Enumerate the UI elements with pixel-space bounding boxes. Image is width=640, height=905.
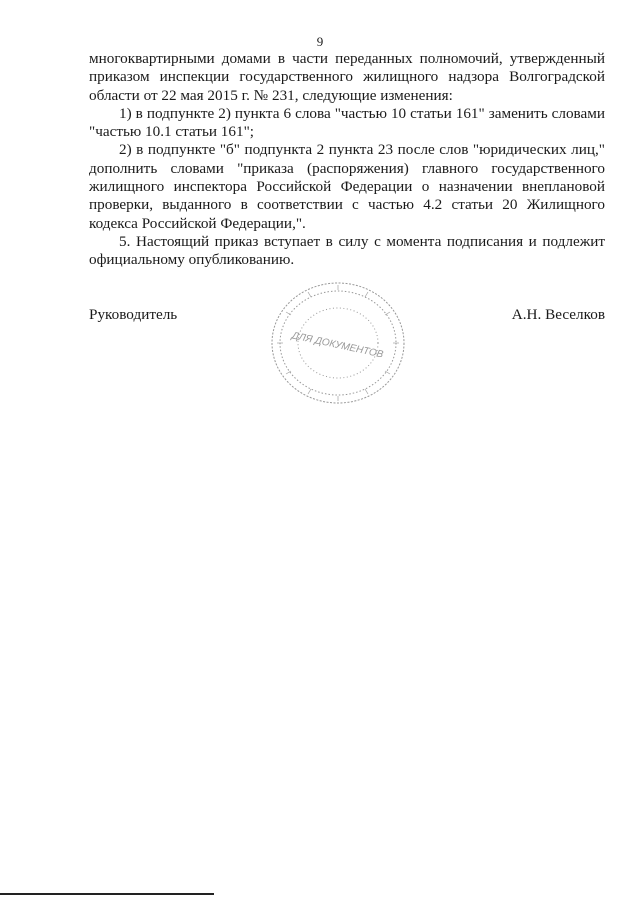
official-stamp [268,278,408,408]
paragraph-continuation: многоквартирными домами в части переданных полномочий, утвержденный приказом инспекции государственного жилищного надзора Волгоградской области от 22 мая 2015 г. № 231, следующие изменения: [89,50,605,104]
document-body [89,50,605,270]
stamp-center-text: ДЛЯ ДОКУМЕНТОВ [290,330,385,361]
footer-rule [0,893,214,895]
paragraph-item-1: 1) в подпункте 2) пункта 6 слова "частью 10 статьи 161" заменить словами "частью 10.1 статьи 161"; [89,104,605,141]
paragraph-item-5: 5. Настоящий приказ вступает в силу с момента подписания и подлежит официальному опубликованию. [89,232,605,269]
signatory-name: А.Н. Веселков [511,306,605,323]
paragraph-item-2: 2) в подпункте "б" подпункта 2 пункта 23 после слов "юридических лиц," дополнить словами "приказа (распоряжения) главного государственного жилищного инспектора Российской Федерации о назначении внеплановой проверки, выданного в соответствии с частью 4.2 статьи 20 Жилищного кодекса Российской Федерации,". [89,141,605,232]
signatory-position: Руководитель [89,306,178,323]
page-number: 9 [316,34,324,49]
